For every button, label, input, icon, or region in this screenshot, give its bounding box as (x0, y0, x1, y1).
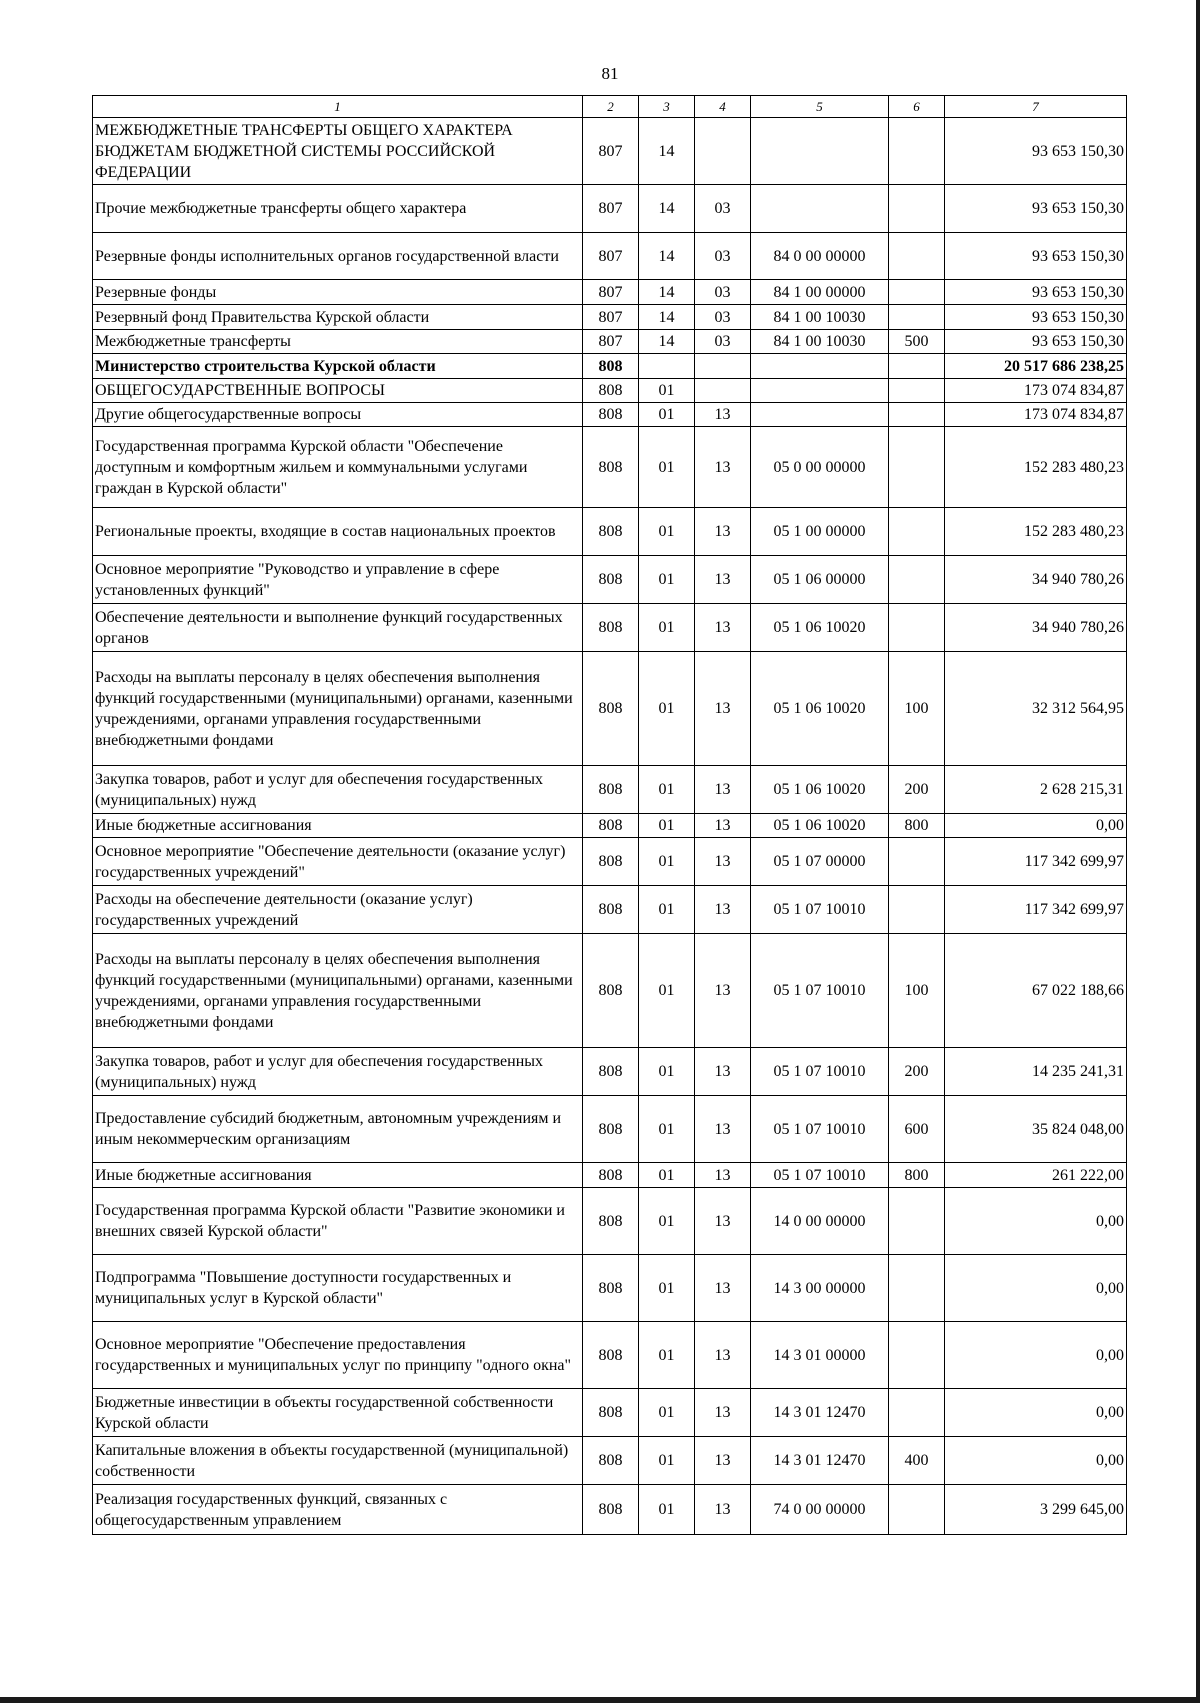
target-article-cell (751, 185, 889, 233)
subsection-code-cell: 13 (695, 1048, 751, 1096)
expense-type-cell: 200 (889, 1048, 945, 1096)
table-row (93, 1485, 1127, 1535)
section-code-cell: 14 (639, 330, 695, 354)
expense-type-cell (889, 427, 945, 508)
target-article-cell: 14 3 01 12470 (751, 1437, 889, 1485)
amount-cell: 117 342 699,97 (945, 886, 1127, 934)
expense-type-cell (889, 556, 945, 604)
row-name-cell: Государственная программа Курской области "Обеспечение доступным и комфортным жильем и коммунальными услугами граждан в Курской области" (93, 427, 583, 508)
subsection-code-cell (695, 118, 751, 185)
subsection-code-cell (695, 354, 751, 379)
subsection-code-cell: 13 (695, 838, 751, 886)
table-row (93, 305, 1127, 330)
subsection-code-cell: 13 (695, 604, 751, 652)
admin-code-cell: 808 (583, 354, 639, 379)
section-code-cell: 01 (639, 814, 695, 838)
amount-cell: 0,00 (945, 1322, 1127, 1389)
expense-type-cell: 100 (889, 934, 945, 1048)
table-row (93, 403, 1127, 427)
table-row (93, 556, 1127, 604)
section-code-cell: 01 (639, 1485, 695, 1535)
table-row (93, 838, 1127, 886)
amount-cell: 14 235 241,31 (945, 1048, 1127, 1096)
section-code-cell: 01 (639, 604, 695, 652)
table-row (93, 1048, 1127, 1096)
target-article-cell: 14 3 01 00000 (751, 1322, 889, 1389)
expense-type-cell: 800 (889, 1163, 945, 1188)
admin-code-cell: 808 (583, 1437, 639, 1485)
section-code-cell: 01 (639, 1048, 695, 1096)
row-name-cell: Иные бюджетные ассигнования (93, 1163, 583, 1188)
column-number: 5 (751, 96, 889, 118)
row-name-cell: МЕЖБЮДЖЕТНЫЕ ТРАНСФЕРТЫ ОБЩЕГО ХАРАКТЕРА БЮДЖЕТАМ БЮДЖЕТНОЙ СИСТЕМЫ РОССИЙСКОЙ ФЕДЕРАЦИИ (93, 118, 583, 185)
admin-code-cell: 808 (583, 1485, 639, 1535)
row-name-cell: ОБЩЕГОСУДАРСТВЕННЫЕ ВОПРОСЫ (93, 379, 583, 403)
section-code-cell: 01 (639, 1188, 695, 1255)
amount-cell: 34 940 780,26 (945, 604, 1127, 652)
amount-cell: 67 022 188,66 (945, 934, 1127, 1048)
table-row (93, 508, 1127, 556)
row-name-cell: Региональные проекты, входящие в состав национальных проектов (93, 508, 583, 556)
row-name-cell: Расходы на обеспечение деятельности (оказание услуг) государственных учреждений (93, 886, 583, 934)
target-article-cell: 14 3 00 00000 (751, 1255, 889, 1322)
target-article-cell: 05 1 07 10010 (751, 1163, 889, 1188)
amount-cell: 20 517 686 238,25 (945, 354, 1127, 379)
section-code-cell: 01 (639, 934, 695, 1048)
expense-type-cell (889, 508, 945, 556)
column-number: 3 (639, 96, 695, 118)
row-name-cell: Резервные фонды исполнительных органов государственной власти (93, 233, 583, 280)
target-article-cell (751, 379, 889, 403)
admin-code-cell: 808 (583, 508, 639, 556)
admin-code-cell: 808 (583, 604, 639, 652)
amount-cell: 173 074 834,87 (945, 403, 1127, 427)
amount-cell: 0,00 (945, 1437, 1127, 1485)
section-code-cell (639, 354, 695, 379)
column-number: 7 (945, 96, 1127, 118)
table-row (93, 886, 1127, 934)
amount-cell: 93 653 150,30 (945, 280, 1127, 305)
target-article-cell: 05 1 07 10010 (751, 1048, 889, 1096)
expense-type-cell (889, 838, 945, 886)
expense-type-cell (889, 886, 945, 934)
section-code-cell: 01 (639, 1255, 695, 1322)
target-article-cell: 05 1 07 10010 (751, 886, 889, 934)
target-article-cell: 05 1 06 10020 (751, 604, 889, 652)
target-article-cell: 05 1 06 10020 (751, 766, 889, 814)
row-name-cell: Другие общегосударственные вопросы (93, 403, 583, 427)
amount-cell: 0,00 (945, 1188, 1127, 1255)
expense-type-cell (889, 305, 945, 330)
expense-type-cell: 500 (889, 330, 945, 354)
target-article-cell: 84 1 00 10030 (751, 305, 889, 330)
target-article-cell: 05 1 06 10020 (751, 814, 889, 838)
row-name-cell: Основное мероприятие "Руководство и управление в сфере установленных функций" (93, 556, 583, 604)
row-name-cell: Прочие межбюджетные трансферты общего характера (93, 185, 583, 233)
admin-code-cell: 807 (583, 118, 639, 185)
section-code-cell: 01 (639, 427, 695, 508)
subsection-code-cell: 13 (695, 766, 751, 814)
expense-type-cell: 100 (889, 652, 945, 766)
section-code-cell: 01 (639, 1389, 695, 1437)
subsection-code-cell: 13 (695, 1188, 751, 1255)
table-row (93, 1389, 1127, 1437)
amount-cell: 35 824 048,00 (945, 1096, 1127, 1163)
section-code-cell: 01 (639, 403, 695, 427)
table-row (93, 604, 1127, 652)
amount-cell: 152 283 480,23 (945, 427, 1127, 508)
table-row (93, 118, 1127, 185)
target-article-cell: 84 0 00 00000 (751, 233, 889, 280)
row-name-cell: Основное мероприятие "Обеспечение деятельности (оказание услуг) государственных учреждений" (93, 838, 583, 886)
expense-type-cell (889, 280, 945, 305)
table-row (93, 814, 1127, 838)
row-name-cell: Иные бюджетные ассигнования (93, 814, 583, 838)
row-name-cell: Подпрограмма "Повышение доступности государственных и муниципальных услуг в Курской области" (93, 1255, 583, 1322)
admin-code-cell: 808 (583, 838, 639, 886)
table-row (93, 1437, 1127, 1485)
section-code-cell: 01 (639, 1096, 695, 1163)
amount-cell: 93 653 150,30 (945, 118, 1127, 185)
subsection-code-cell: 13 (695, 427, 751, 508)
admin-code-cell: 807 (583, 233, 639, 280)
amount-cell: 0,00 (945, 1255, 1127, 1322)
subsection-code-cell (695, 379, 751, 403)
column-number: 6 (889, 96, 945, 118)
row-name-cell: Расходы на выплаты персоналу в целях обеспечения выполнения функций государственными (муниципальными) органами, казенными учреждениями, органами управления государственными внебюджетными фондами (93, 934, 583, 1048)
target-article-cell: 74 0 00 00000 (751, 1485, 889, 1535)
section-code-cell: 01 (639, 556, 695, 604)
table-row (93, 1188, 1127, 1255)
target-article-cell (751, 403, 889, 427)
subsection-code-cell: 03 (695, 330, 751, 354)
amount-cell: 0,00 (945, 814, 1127, 838)
column-number-row (93, 96, 1127, 118)
section-code-cell: 14 (639, 185, 695, 233)
expense-type-cell (889, 1188, 945, 1255)
target-article-cell: 84 1 00 10030 (751, 330, 889, 354)
section-code-cell: 01 (639, 508, 695, 556)
amount-cell: 3 299 645,00 (945, 1485, 1127, 1535)
amount-cell: 34 940 780,26 (945, 556, 1127, 604)
table-row (93, 934, 1127, 1048)
subsection-code-cell: 03 (695, 305, 751, 330)
admin-code-cell: 808 (583, 379, 639, 403)
expense-type-cell (889, 354, 945, 379)
expense-type-cell: 200 (889, 766, 945, 814)
row-name-cell: Капитальные вложения в объекты государственной (муниципальной) собственности (93, 1437, 583, 1485)
table-row (93, 766, 1127, 814)
subsection-code-cell: 13 (695, 508, 751, 556)
table-row (93, 1255, 1127, 1322)
admin-code-cell: 807 (583, 330, 639, 354)
row-name-cell: Закупка товаров, работ и услуг для обеспечения государственных (муниципальных) нужд (93, 766, 583, 814)
table-row (93, 1322, 1127, 1389)
table-row (93, 233, 1127, 280)
section-code-cell: 01 (639, 1163, 695, 1188)
table-row (93, 379, 1127, 403)
amount-cell: 261 222,00 (945, 1163, 1127, 1188)
admin-code-cell: 808 (583, 1322, 639, 1389)
target-article-cell: 84 1 00 00000 (751, 280, 889, 305)
subsection-code-cell: 13 (695, 1437, 751, 1485)
row-name-cell: Межбюджетные трансферты (93, 330, 583, 354)
admin-code-cell: 808 (583, 886, 639, 934)
amount-cell: 32 312 564,95 (945, 652, 1127, 766)
expense-type-cell (889, 1485, 945, 1535)
target-article-cell: 05 1 00 00000 (751, 508, 889, 556)
subsection-code-cell: 13 (695, 886, 751, 934)
admin-code-cell: 807 (583, 305, 639, 330)
admin-code-cell: 808 (583, 934, 639, 1048)
column-number: 4 (695, 96, 751, 118)
row-name-cell: Обеспечение деятельности и выполнение функций государственных органов (93, 604, 583, 652)
column-number: 1 (93, 96, 583, 118)
subsection-code-cell: 13 (695, 1322, 751, 1389)
row-name-cell: Резервный фонд Правительства Курской области (93, 305, 583, 330)
expense-type-cell (889, 233, 945, 280)
subsection-code-cell: 13 (695, 934, 751, 1048)
budget-table (92, 95, 1127, 1535)
subsection-code-cell: 13 (695, 403, 751, 427)
target-article-cell: 14 0 00 00000 (751, 1188, 889, 1255)
row-name-cell: Государственная программа Курской области "Развитие экономики и внешних связей Курской области" (93, 1188, 583, 1255)
admin-code-cell: 808 (583, 1188, 639, 1255)
table-row (93, 1163, 1127, 1188)
table-row (93, 185, 1127, 233)
section-code-cell: 14 (639, 118, 695, 185)
scan-edge-right (1196, 0, 1200, 1703)
admin-code-cell: 808 (583, 1163, 639, 1188)
subsection-code-cell: 13 (695, 1096, 751, 1163)
subsection-code-cell: 13 (695, 1163, 751, 1188)
target-article-cell: 14 3 01 12470 (751, 1389, 889, 1437)
subsection-code-cell: 13 (695, 652, 751, 766)
amount-cell: 93 653 150,30 (945, 233, 1127, 280)
table-row (93, 652, 1127, 766)
page-number: 81 (601, 64, 619, 83)
expense-type-cell: 600 (889, 1096, 945, 1163)
expense-type-cell (889, 379, 945, 403)
amount-cell: 93 653 150,30 (945, 305, 1127, 330)
amount-cell: 0,00 (945, 1389, 1127, 1437)
admin-code-cell: 808 (583, 403, 639, 427)
target-article-cell: 05 1 07 10010 (751, 934, 889, 1048)
row-name-cell: Резервные фонды (93, 280, 583, 305)
table-row (93, 330, 1127, 354)
admin-code-cell: 808 (583, 652, 639, 766)
subsection-code-cell: 13 (695, 1485, 751, 1535)
expense-type-cell (889, 1322, 945, 1389)
amount-cell: 173 074 834,87 (945, 379, 1127, 403)
admin-code-cell: 808 (583, 556, 639, 604)
admin-code-cell: 808 (583, 1255, 639, 1322)
section-code-cell: 01 (639, 652, 695, 766)
subsection-code-cell: 13 (695, 1255, 751, 1322)
row-name-cell: Реализация государственных функций, связанных с общегосударственным управлением (93, 1485, 583, 1535)
section-code-cell: 01 (639, 1322, 695, 1389)
amount-cell: 2 628 215,31 (945, 766, 1127, 814)
section-code-cell: 01 (639, 886, 695, 934)
row-name-cell: Расходы на выплаты персоналу в целях обеспечения выполнения функций государственными (муниципальными) органами, казенными учреждениями, органами управления государственными внебюджетными фондами (93, 652, 583, 766)
section-code-cell: 01 (639, 379, 695, 403)
section-code-cell: 14 (639, 233, 695, 280)
subsection-code-cell: 13 (695, 1389, 751, 1437)
section-code-cell: 14 (639, 305, 695, 330)
subsection-code-cell: 13 (695, 556, 751, 604)
column-number: 2 (583, 96, 639, 118)
target-article-cell: 05 1 07 10010 (751, 1096, 889, 1163)
expense-type-cell (889, 403, 945, 427)
admin-code-cell: 808 (583, 427, 639, 508)
admin-code-cell: 808 (583, 1048, 639, 1096)
admin-code-cell: 808 (583, 1096, 639, 1163)
amount-cell: 93 653 150,30 (945, 330, 1127, 354)
expense-type-cell (889, 1389, 945, 1437)
target-article-cell (751, 354, 889, 379)
admin-code-cell: 808 (583, 814, 639, 838)
section-code-cell: 01 (639, 766, 695, 814)
target-article-cell (751, 118, 889, 185)
expense-type-cell (889, 185, 945, 233)
target-article-cell: 05 1 06 00000 (751, 556, 889, 604)
expense-type-cell: 800 (889, 814, 945, 838)
subsection-code-cell: 03 (695, 233, 751, 280)
row-name-cell: Основное мероприятие "Обеспечение предоставления государственных и муниципальных услуг по принципу "одного окна" (93, 1322, 583, 1389)
table-row (93, 427, 1127, 508)
table-row (93, 1096, 1127, 1163)
section-code-cell: 01 (639, 1437, 695, 1485)
expense-type-cell: 400 (889, 1437, 945, 1485)
row-name-cell: Предоставление субсидий бюджетным, автономным учреждениям и иным некоммерческим организациям (93, 1096, 583, 1163)
table-row (93, 280, 1127, 305)
subsection-code-cell: 13 (695, 814, 751, 838)
admin-code-cell: 807 (583, 280, 639, 305)
expense-type-cell (889, 604, 945, 652)
section-code-cell: 14 (639, 280, 695, 305)
row-name-cell: Закупка товаров, работ и услуг для обеспечения государственных (муниципальных) нужд (93, 1048, 583, 1096)
amount-cell: 152 283 480,23 (945, 508, 1127, 556)
table-row (93, 354, 1127, 379)
expense-type-cell (889, 1255, 945, 1322)
target-article-cell: 05 0 00 00000 (751, 427, 889, 508)
scan-edge-bottom (0, 1697, 1200, 1703)
amount-cell: 117 342 699,97 (945, 838, 1127, 886)
admin-code-cell: 808 (583, 1389, 639, 1437)
admin-code-cell: 808 (583, 766, 639, 814)
row-name-cell: Бюджетные инвестиции в объекты государственной собственности Курской области (93, 1389, 583, 1437)
expense-type-cell (889, 118, 945, 185)
amount-cell: 93 653 150,30 (945, 185, 1127, 233)
subsection-code-cell: 03 (695, 185, 751, 233)
row-name-cell: Министерство строительства Курской области (93, 354, 583, 379)
target-article-cell: 05 1 06 10020 (751, 652, 889, 766)
target-article-cell: 05 1 07 00000 (751, 838, 889, 886)
section-code-cell: 01 (639, 838, 695, 886)
admin-code-cell: 807 (583, 185, 639, 233)
subsection-code-cell: 03 (695, 280, 751, 305)
